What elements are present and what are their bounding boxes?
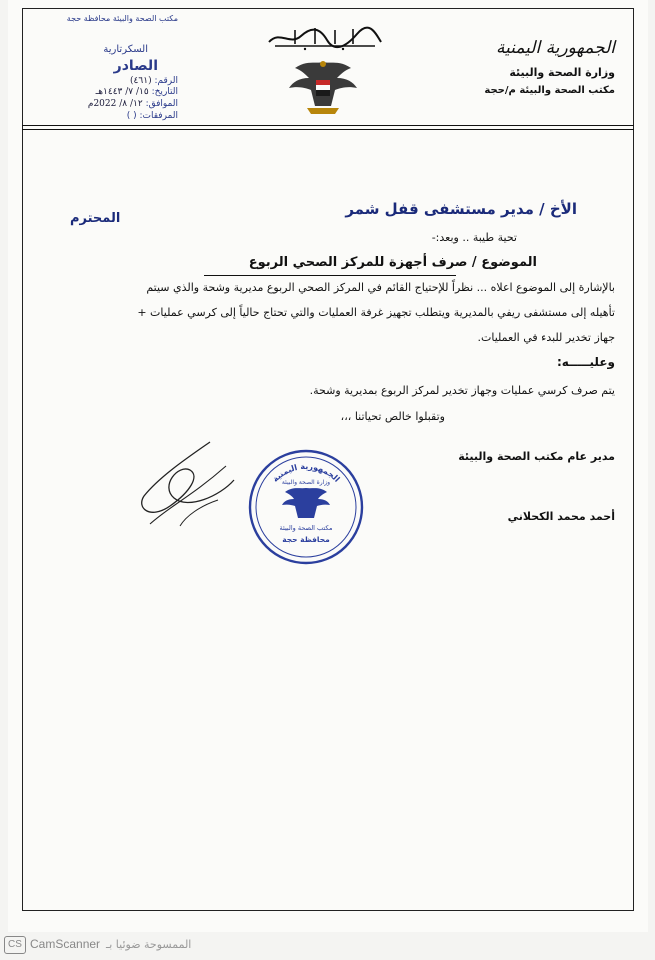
honorific: المحترم (70, 211, 121, 226)
registry-outgoing: الصادر (113, 58, 158, 74)
ministry-title: وزارة الصحة والبيئة (509, 66, 615, 79)
body-paragraph-line-1: بالإشارة إلى الموضوع اعلاه ... نظراً للإحتياج القائم في المركز الصحي الربوع مديرية وشحة والذي سيتم (146, 281, 615, 294)
letterhead (484, 38, 615, 96)
camscanner-icon: CS (4, 936, 26, 954)
camscanner-name: CamScanner (30, 937, 101, 951)
subject-line: الموضوع / صرف أجهزة للمركز الصحي الربوع (248, 255, 537, 270)
registry-date-value: ١٥/ ٧/ ١٤٤٣هـ (95, 87, 149, 97)
greeting: تحية طيبة .. وبعد:- (431, 231, 517, 244)
action-line: يتم صرف كرسي عمليات وجهاز تخدير لمركز الربوع بمديرية وشحة. (309, 384, 615, 397)
signatory-title: مدير عام مكتب الصحة والبيئة (458, 450, 615, 463)
closing-regards: وتقبلوا خالص تحياتنا ،،، (340, 410, 445, 423)
scanned-with-label: الممسوحة ضوئيا بـ (106, 938, 192, 951)
registry-corresponding: الموافق: ١٢/ ٨/ 2022م (87, 99, 178, 109)
registry-secretariat: السكرتارية (103, 44, 148, 55)
seal-office: مكتب الصحة والبيئة (279, 524, 333, 532)
header-divider-thin (22, 129, 634, 130)
therefore-heading: وعليـــــه: (556, 355, 615, 369)
registry-attachments-value: ( ) (126, 111, 137, 121)
recipient: الأخ / مدير مستشفى قفل شمر (345, 200, 577, 218)
republic-title: الجمهورية اليمنية (495, 38, 615, 58)
registry-number: الرقم: (٤٦١) (130, 76, 178, 86)
national-emblem (285, 56, 361, 116)
signatory-name: أحمد محمد الكحلاني (507, 510, 615, 523)
registry-number-value: (٤٦١) (130, 76, 152, 86)
registry-stamp (36, 14, 178, 122)
registry-date: التاريخ: ١٥/ ٧/ ١٤٤٣هـ (95, 87, 178, 97)
seal-top-text: الجمهورية اليمنية (270, 461, 342, 484)
subject-underline (204, 275, 456, 276)
seal-governorate: محافظة حجة (282, 535, 330, 544)
registry-corresponding-value: ١٢/ ٨/ 2022م (87, 99, 143, 109)
official-seal (247, 448, 365, 566)
seal-ministry: وزارة الصحة والبيئة (281, 479, 331, 486)
registry-org: مكتب الصحة والبيئة محافظة حجة (66, 14, 178, 23)
header-divider (22, 125, 634, 126)
basmala-calligraphy (265, 24, 385, 52)
handwritten-signature (130, 436, 240, 532)
office-title: مكتب الصحة والبيئة م/حجة (484, 85, 615, 96)
body-paragraph-line-3: جهاز تخدير للبدء في العمليات. (477, 331, 615, 344)
registry-attachments: المرفقات: ( ) (126, 111, 178, 121)
body-paragraph-line-2: تأهيله إلى مستشفى ريفي بالمديرية ويتطلب تجهيز غرفة العمليات والتي تحتاج حالياً إلى كرسي عمليات + (137, 306, 615, 319)
